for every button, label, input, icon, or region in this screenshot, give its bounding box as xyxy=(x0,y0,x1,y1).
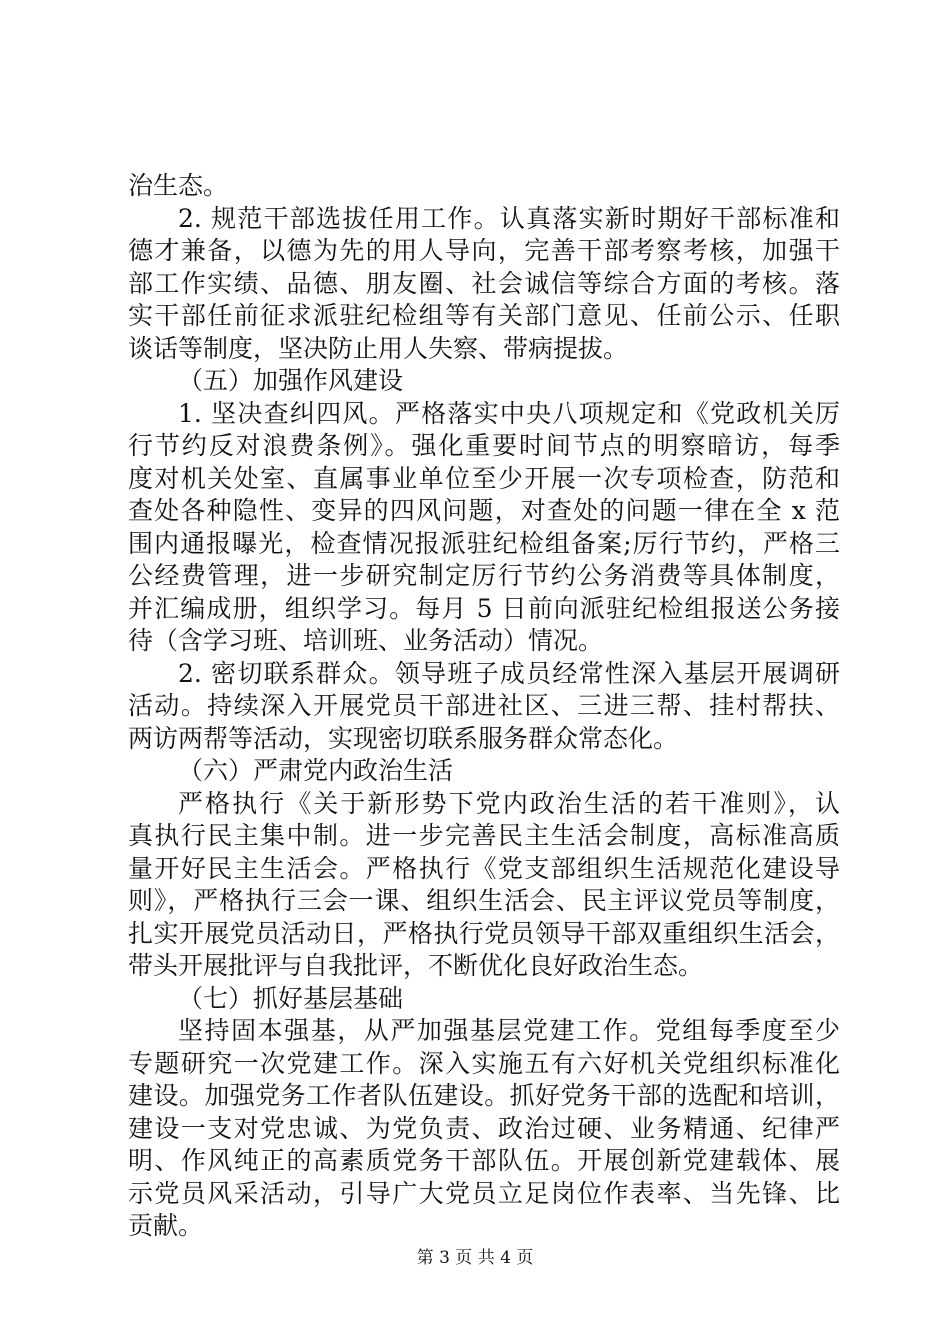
text-line: 两访两帮等活动，实现密切联系服务群众常态化。 xyxy=(128,723,679,753)
page-number-footer: 第 3 页 共 4 页 xyxy=(416,1248,534,1268)
text-line: 活动。持续深入开展党员干部进社区、三进三帮、挂村帮扶、 xyxy=(128,691,840,720)
text-line: 待（含学习班、培训班、业务活动）情况。 xyxy=(128,626,604,655)
text-line: 部工作实绩、品德、朋友圈、社会诚信等综合方面的考核。落 xyxy=(128,268,840,298)
text-line: 公经费管理，进一步研究制定厉行节约公务消费等具体制度， xyxy=(128,561,840,590)
text-line: 量开好民主生活会。严格执行《党支部组织生活规范化建设导 xyxy=(128,853,840,883)
text-line: 专题研究一次党建工作。深入实施五有六好机关党组织标准化 xyxy=(128,1048,840,1078)
text-line: （七）抓好基层基础 xyxy=(178,983,404,1013)
text-line: 围内通报曝光，检查情况报派驻纪检组备案;厉行节约，严格三 xyxy=(128,528,840,558)
text-line: （六）严肃党内政治生活 xyxy=(178,756,454,785)
text-line: 明、作风纯正的高素质党务干部队伍。开展创新党建载体、展 xyxy=(128,1146,840,1175)
text-line: 行节约反对浪费条例》。强化重要时间节点的明察暗访，每季 xyxy=(128,431,840,460)
text-line: 治生态。 xyxy=(128,171,229,200)
text-line: 谈话等制度，坚决防止用人失察、带病提拔。 xyxy=(128,333,629,363)
text-line: （五）加强作风建设 xyxy=(178,366,404,395)
text-line: 并汇编成册，组织学习。每月 5 日前向派驻纪检组报送公务接 xyxy=(128,593,840,623)
text-line: 建设一支对党忠诚、为党负责、政治过硬、业务精通、纪律严 xyxy=(128,1113,840,1143)
text-line: 2. 规范干部选拔任用工作。认真落实新时期好干部标准和 xyxy=(178,203,840,233)
text-line: 1. 坚决查纠四风。严格落实中央八项规定和《党政机关厉 xyxy=(178,398,840,428)
text-line: 度对机关处室、直属事业单位至少开展一次专项检查，防范和 xyxy=(128,463,840,493)
text-line: 严格执行《关于新形势下党内政治生活的若干准则》，认 xyxy=(178,788,840,818)
text-line: 扎实开展党员活动日，严格执行党员领导干部双重组织生活会， xyxy=(128,918,840,948)
text-line: 德才兼备，以德为先的用人导向，完善干部考察考核，加强干 xyxy=(128,236,840,265)
text-line: 示党员风采活动，引导广大党员立足岗位作表率、当先锋、比 xyxy=(128,1178,840,1208)
text-line: 实干部任前征求派驻纪检组等有关部门意见、任前公示、任职 xyxy=(128,301,840,330)
text-line: 真执行民主集中制。进一步完善民主生活会制度，高标准高质 xyxy=(128,821,840,850)
text-line: 查处各种隐性、变异的四风问题，对查处的问题一律在全 x 范 xyxy=(128,496,840,525)
text-line: 2. 密切联系群众。领导班子成员经常性深入基层开展调研 xyxy=(178,658,840,688)
text-line: 贡献。 xyxy=(128,1211,204,1240)
text-line: 建设。加强党务工作者队伍建设。抓好党务干部的选配和培训， xyxy=(128,1081,840,1110)
text-line: 坚持固本强基，从严加强基层党建工作。党组每季度至少 xyxy=(178,1016,840,1045)
text-line: 则》，严格执行三会一课、组织生活会、民主评议党员等制度， xyxy=(128,886,840,915)
document-body xyxy=(128,170,840,1243)
text-line: 带头开展批评与自我批评，不断优化良好政治生态。 xyxy=(128,951,704,980)
